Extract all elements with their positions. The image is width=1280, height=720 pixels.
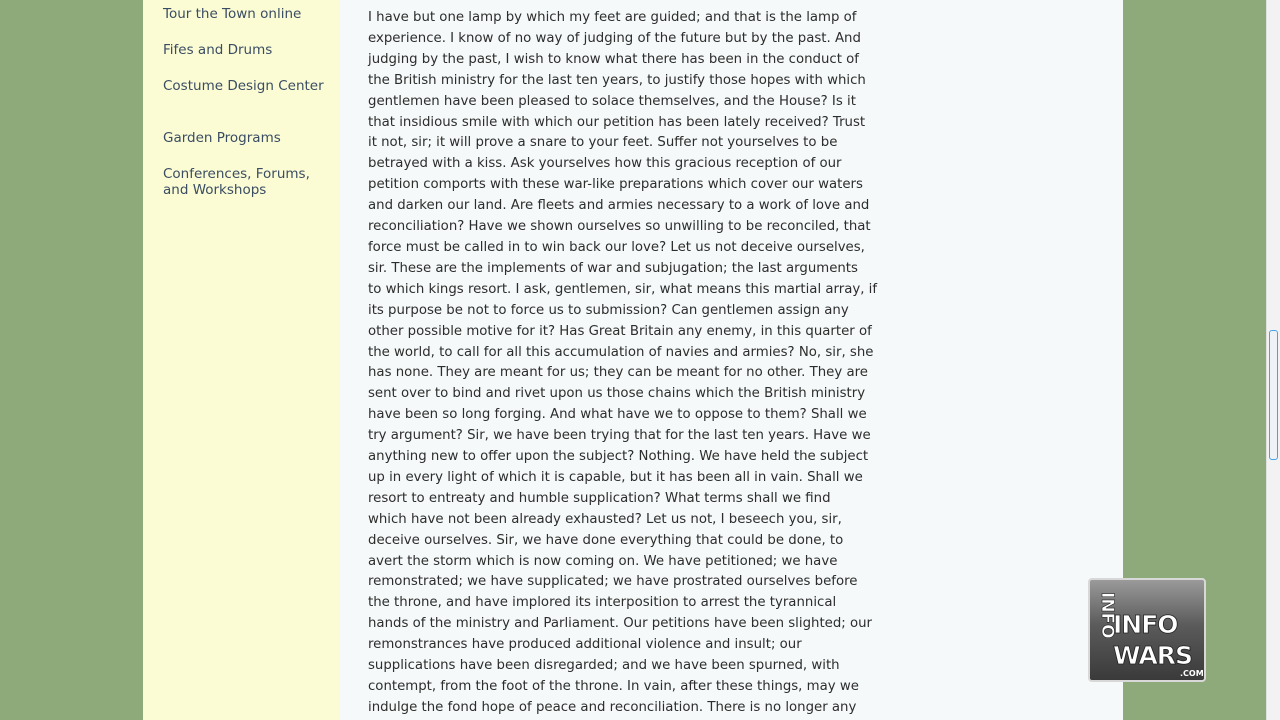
logo-text-com: .COM <box>1180 669 1204 678</box>
logo-text-wars: WARS <box>1113 641 1193 670</box>
vertical-scrollbar[interactable] <box>1266 0 1280 720</box>
sidebar-item-costume-design-center[interactable]: Costume Design Center <box>163 78 324 94</box>
sidebar-item-fifes-and-drums[interactable]: Fifes and Drums <box>163 42 273 58</box>
infowars-logo <box>1088 578 1206 682</box>
scrollbar-thumb[interactable] <box>1269 330 1278 460</box>
logo-text-info: INFO <box>1113 610 1178 639</box>
main-content <box>340 0 1123 720</box>
speech-paragraph: I have but one lamp by which my feet are guided; and that is the lamp of experience. I know of no way of judging of the future but by the past. And judging by the past, I wish to know what there has been in the conduct of the British ministry for the last ten years, to justify those hopes with which gentlemen have been pleased to solace themselves, and the House? Is it that insidious smile with which our petition has been lately received? Trust it not, sir; it will prove a snare to your feet. Suffer not yourselves to be betrayed with a kiss. Ask yourselves how this gracious reception of our petition comports with these war-like preparations which cover our waters and darken our land. Are fleets and armies necessary to a work of love and reconciliation? Have we shown ourselves so unwilling to be reconciled, that force must be called in to win back our love? Let us not deceive ourselves, sir. These are the implements of war and subjugation; the last arguments to which kings resort. I ask, gentlemen, sir, what means this martial array, if its purpose be not to force us to submission? Can gentlemen assign any other possible motive for it? Has Great Britain any enemy, in this quarter of the world, to call for all this accumulation of navies and armies? No, sir, she has none. They are meant for us; they can be meant for no other. They are sent over to bind and rivet upon us those chains which the British ministry have been so long forging. And what have we to oppose to them? Shall we try argument? Sir, we have been trying that for the last ten years. Have we anything new to offer upon the subject? Nothing. We have held the subject up in every light of which it is capable, but it has been all in vain. Shall we resort to entreaty and humble supplication? What terms shall we find which have not been already exhausted? Let us not, I beseech you, sir, deceive ourselves. Sir, we have done everything that could be done, to avert the storm which is now coming on. We have petitioned; we have remonstrated; we have supplicated; we have prostrated ourselves before the throne, and have implored its interposition to arrest the tyrannical hands of the ministry and Parliament. Our petitions have been slighted; our remonstrances have produced additional violence and insult; our supplications have been disregarded; and we have been spurned, with contempt, from the foot of the throne. In vain, after these things, may we indulge the fond hope of peace and reconciliation. There is no longer any <box>368 10 878 715</box>
logo-side-text: INFO <box>1097 592 1117 639</box>
sidebar-item-garden-programs[interactable]: Garden Programs <box>163 130 281 146</box>
sidebar-item-tour-the-town[interactable]: Tour the Town online <box>163 6 302 22</box>
sidebar <box>143 0 340 720</box>
logo-graphic <box>1088 578 1206 682</box>
sidebar-item-conferences-forums-workshops[interactable]: Conferences, Forums, and Workshops <box>163 166 310 198</box>
